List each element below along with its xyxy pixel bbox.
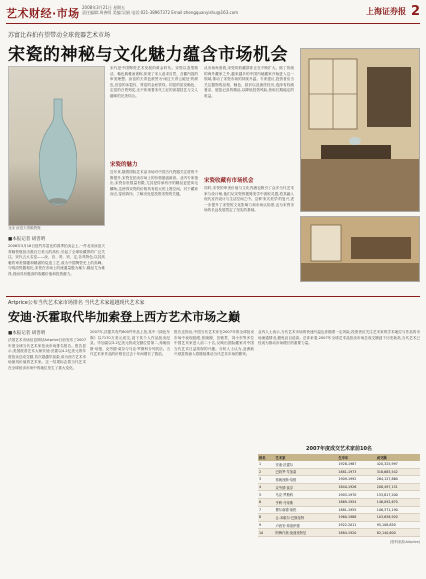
section-divider bbox=[6, 296, 420, 297]
second-column-1: 法国艺术市场信息网站Artprice日前发布了2007年度全球当代艺术家拍卖市场排名报告。报告显示,美国波普艺术大师安迪·沃霍以4.2亿美元的年度拍卖总成交额,首次超越毕加索,成为西方艺术市场最具价值的艺术家。这一结果标志着当代艺术在全球拍卖市场中的地位发生了重大变化。 bbox=[8, 338, 86, 370]
table-header-cell: 成交额 bbox=[376, 454, 420, 461]
table-row bbox=[258, 529, 420, 537]
table-cell: 8 bbox=[258, 514, 275, 522]
table-cell: 克劳德·莫奈 bbox=[275, 483, 338, 491]
table-cell: 2 bbox=[258, 468, 275, 476]
table-cell: 1881-1955 bbox=[337, 506, 375, 514]
table-cell: 103,658,920 bbox=[376, 514, 420, 522]
table-cell: 阿梅代奥·莫迪里阿尼 bbox=[275, 529, 338, 537]
feature-kicker: 苏富比春拍有望带动全球瓷器艺术市场 bbox=[8, 32, 111, 39]
table-cell: 弗朗西斯·培根 bbox=[275, 476, 338, 484]
table-cell: 208,497,151 bbox=[376, 483, 420, 491]
section-title: 艺术财经·市场 bbox=[6, 7, 80, 20]
table-cell: 安迪·沃霍尔 bbox=[275, 461, 338, 468]
table-cell: 1909-1992 bbox=[337, 476, 375, 484]
interior-photo bbox=[300, 48, 420, 212]
table-cell: 1 bbox=[258, 461, 275, 468]
table-cell: 1869-1954 bbox=[337, 498, 375, 506]
newspaper-name: 上海证券报 bbox=[366, 7, 406, 16]
feature-column-2: 宋代是中国陶瓷艺术发展的黄金时代。宋瓷以造型简洁、釉色典雅而著称,体现了宋人追求自然、含蓄内敛的审美理想。汝窑的天青色被誉为'雨过天青云破处'的颜色,官窑的冰裂纹、哥窑的金丝铁线、钧窑的窑变釉色、定窑的白瓷刻花,无不体现着宋代工匠的高超技艺与文人趣味的完美结合。 bbox=[110, 66, 198, 98]
table-cell: 7 bbox=[258, 506, 275, 514]
table-cell: 让-米歇尔·巴斯奎特 bbox=[275, 514, 338, 522]
table-cell: 1840-1926 bbox=[337, 483, 375, 491]
table-cell: 9 bbox=[258, 521, 275, 529]
second-headline: 安迪·沃霍取代毕加索登上西方艺术市场之巅 bbox=[8, 310, 241, 324]
feature-column-3: 近年来,随着国际艺术品市场对中国古代瓷器关注度的不断提升,宋瓷在拍卖市场上的价格屡创新高。业内专家指出,宋瓷存世数量有限,尤其是传承有序的精品更是凤毛麟角,这使得宋瓷的价格具有较大的上涨空间。对于藏家而言,鉴别真伪、了解出处是投资宋瓷的关键。 bbox=[110, 170, 198, 197]
table-cell: 马克·罗斯科 bbox=[275, 491, 338, 499]
room-scene-image bbox=[301, 217, 420, 282]
feature-column-1: 2008年3月18日纽约苏富比的春季拍卖会上,一件北宋汝窑天青釉瓷瓶拍出数百万美元的高价,引起了全球收藏界的广泛关注。宋代五大名窑——汝、官、哥、钧、定,各具特色,以其高雅的审美情趣和精湛的烧造工艺,成为中国陶瓷史上的高峰。与明清瓷器相比,宋瓷在市场上的流通量极为稀少,精品尤为难得,因而具有极高的收藏价值和投资潜力。 bbox=[8, 244, 105, 276]
table-header-cell: 艺术家 bbox=[275, 454, 338, 461]
room-photo bbox=[300, 216, 420, 282]
second-column-4: 业内人士表示,当代艺术市场的快速升温也伴随着一定风险,投资者应关注艺术家的学术地位与作品的市场流通情况,避免盲目追高。总体来看,2007年全球艺术品拍卖市场总成交额创下历史新高,当代艺术已经成为推动市场增长的重要力量。 bbox=[258, 330, 420, 346]
table-row bbox=[258, 506, 420, 514]
table-cell: 4 bbox=[258, 483, 275, 491]
table-cell: 1903-1970 bbox=[337, 491, 375, 499]
table-cell: 卢西安·弗洛伊德 bbox=[275, 521, 338, 529]
table-row bbox=[258, 468, 420, 476]
second-column-3: 报告还指出,中国当代艺术家在2007年的全球拍卖市场中表现抢眼,张晓刚、岳敏君、刘小东等多位中国艺术家进入前二十名,反映出国际藏家对中国当代艺术日益浓厚的兴趣。分析人士认为,亚洲新兴财富的涌入将继续推动当代艺术市场的繁荣。 bbox=[174, 330, 254, 357]
table-row bbox=[258, 521, 420, 529]
table-row bbox=[258, 514, 420, 522]
page-number: 2 bbox=[410, 4, 420, 19]
table-row bbox=[258, 498, 420, 506]
table-row bbox=[258, 476, 420, 484]
feature-subhead-1: 宋瓷的魅力 bbox=[110, 162, 138, 168]
vase-caption: 北宋 汝窑天青釉瓷瓶 bbox=[8, 226, 41, 230]
table-header-cell: 生卒年 bbox=[337, 454, 375, 461]
second-column-2: 2007年,沃霍共有约800件作品上拍,其中《绿色车祸》以7170万美元成交,创下其个人作品拍卖纪录。毕加索以3.2亿美元的成交额位居第二,弗朗西斯·培根、克劳德·莫奈与马克·罗斯科分列其后。当代艺术家作品的价格在过去十年间增长了数倍。 bbox=[90, 330, 170, 357]
table-header-row bbox=[258, 454, 420, 461]
table-row bbox=[258, 483, 420, 491]
issue-date: 2008年3月21日 星期五 bbox=[82, 5, 126, 10]
feature-byline: ■本报记者 胡善明 bbox=[8, 237, 46, 242]
feature-column-5: 同时,宋瓷的审美价值与文化内涵也吸引了众多当代艺术家与设计师,他们从宋瓷的极简美学中汲取灵感,将其融入现代室内设计与生活空间之中。这种'宋式美学'的复兴,进一步提升了宋瓷的文化影响力和市场认知度,也为宋瓷市场的长远发展奠定了坚实的基础。 bbox=[204, 186, 294, 213]
table-cell: 6 bbox=[258, 498, 275, 506]
table-cell: 1884-1920 bbox=[337, 529, 375, 537]
table-cell: 10 bbox=[258, 529, 275, 537]
table-cell: 1960-1988 bbox=[337, 514, 375, 522]
table-cell: 1881-1973 bbox=[337, 468, 375, 476]
table-cell: 318,685,542 bbox=[376, 468, 420, 476]
ranking-table bbox=[258, 445, 420, 544]
ranking-table-title: 2007年度成交艺术家前10名 bbox=[306, 446, 372, 452]
table-cell: 106,371,190 bbox=[376, 506, 420, 514]
table-row bbox=[258, 461, 420, 468]
table-source: (资料来源:Artprice) bbox=[390, 539, 420, 544]
vase-photo bbox=[8, 66, 105, 226]
second-byline: ■本报记者 胡善明 bbox=[8, 331, 46, 336]
table-cell: 费尔南德·莱热 bbox=[275, 506, 338, 514]
editor-info: 责任编辑:周善明 美编:吴娟 电话:021-38967372 Email:zhengquanyishu@163.com bbox=[82, 10, 239, 15]
table-cell: 3 bbox=[258, 476, 275, 484]
table-cell: 264,127,860 bbox=[376, 476, 420, 484]
ranking-table-grid bbox=[258, 454, 420, 537]
table-header-cell: 排名 bbox=[258, 454, 275, 461]
table-cell: 亨利·马蒂斯 bbox=[275, 498, 338, 506]
feature-headline: 宋瓷的神秘与文化魅力蕴含市场机会 bbox=[8, 45, 288, 65]
table-cell: 146,092,670 bbox=[376, 498, 420, 506]
second-strap: Artprice公布当代艺术家市场排名 当代艺术家超越现代艺术家 bbox=[8, 300, 145, 306]
table-cell: 巴勃罗·毕加索 bbox=[275, 468, 338, 476]
table-cell: 153,817,200 bbox=[376, 491, 420, 499]
table-cell: 5 bbox=[258, 491, 275, 499]
masthead bbox=[6, 4, 420, 24]
table-cell: 420,325,997 bbox=[376, 461, 420, 468]
table-cell: 82,140,600 bbox=[376, 529, 420, 537]
table-cell: 1928-1987 bbox=[337, 461, 375, 468]
table-row bbox=[258, 491, 420, 499]
table-cell: 95,108,850 bbox=[376, 521, 420, 529]
feature-column-4: 从市场角度看,宋瓷的收藏群体正在不断扩大。除了传统的海外藏家之外,越来越多的中国内地藏家开始进入这一领域,推动了宋瓷市场的持续升温。专家建议,投资者应当关注器物的品相、釉色、款识以及流传经历,选择有权威著录、展览记录的精品,以降低投资风险,获取长期稳定的收益。 bbox=[204, 66, 294, 98]
interior-scene-image bbox=[301, 49, 420, 212]
feature-subhead-2: 宋瓷收藏有市场机会 bbox=[204, 178, 254, 184]
table-cell: 1922-2011 bbox=[337, 521, 375, 529]
masthead-meta bbox=[82, 5, 312, 15]
celadon-vase-image bbox=[39, 97, 77, 207]
